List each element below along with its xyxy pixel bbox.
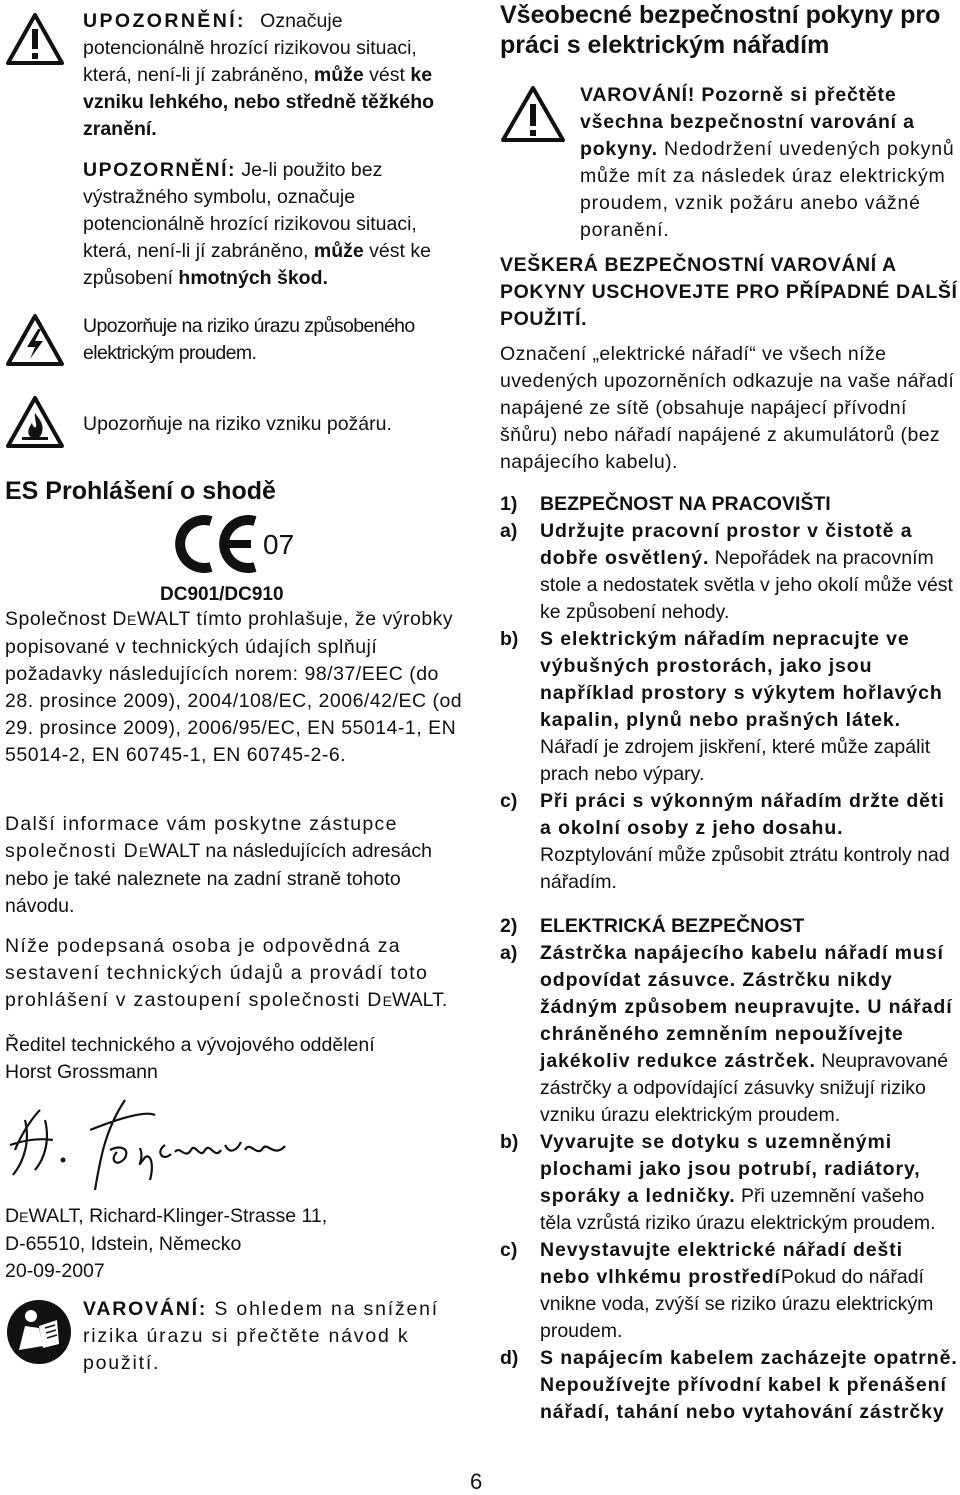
section-heading	[500, 913, 958, 940]
electric-shock-text: Upozorňuje na riziko úrazu způsobeného elektrickým proudem.	[83, 315, 415, 364]
item-explanation: Rozptylování může způsobit ztrátu kontroly nad nářadím.	[540, 844, 950, 893]
director-title: Ředitel technického a vývojového oddělení	[5, 1034, 375, 1056]
address-date: 20-09-2007	[5, 1260, 105, 1282]
safety-section	[500, 913, 958, 1426]
section-number: 2)	[500, 915, 518, 937]
item-explanation: Pokud do nářadí vnikne voda, zvýší se riziko úrazu elektrickým proudem.	[540, 1266, 934, 1342]
section-number: 1)	[500, 493, 518, 515]
page-number: 6	[470, 1469, 483, 1494]
warning-caution-body: Označuje potencionálně hrozící rizikovou situaci, která, není-li jí zabráněno,	[83, 10, 417, 86]
signatory-paragraph: Níže podepsaná osoba je odpovědná za sestavení technických údajů a provádí toto prohlášení v zastoupení společnosti DEWALT.	[5, 935, 448, 1011]
section-item	[500, 1237, 958, 1345]
warning-caution-text: UPOZORNĚNÍ: Označuje potencionálně hrozící rizikovou situaci, která, není-li jí zabráněno, může vést ke vzniku lehkého, nebo středně těžkého zranění.	[83, 10, 435, 140]
warning-triangle-icon	[500, 85, 566, 143]
es-declaration-heading: ES Prohlášení o shodě	[5, 477, 276, 505]
address-block	[5, 1203, 463, 1285]
ce-year: 07	[263, 529, 295, 560]
section-item	[500, 1129, 958, 1237]
read-warnings-text: VAROVÁNÍ! Pozorně si přečtěte všechna bezpečnostní varování a pokyny. Nedodržení uvedených pokynů může mít za následek úraz elektrickým proudem, vznik požáru anebo vážné poranění.	[580, 84, 955, 241]
warning-triangle-icon	[5, 12, 65, 66]
electric-shock-icon	[5, 313, 65, 367]
item-label: c)	[500, 790, 518, 812]
fire-hazard-icon	[5, 395, 65, 449]
model-number: DC901/DC910	[160, 584, 284, 605]
section-title: ELEKTRICKÁ BEZPEČNOST	[540, 915, 805, 937]
item-label: d)	[500, 1347, 519, 1369]
declaration-paragraph: Společnost DEWALT tímto prohlašuje, že výrobky popisované v technických údajích splňují požadavky následujících norem: 98/37/EEC (do 28. prosince 2009), 2004/108/EC, 2006/42/EC (od 29. prosince 2009), 2006/95/EC, EN 55014-1, EN 55014-2, EN 60745-1, EN 60745-2-6.	[5, 608, 463, 766]
fire-hazard-text: Upozorňuje na riziko vzniku požáru.	[83, 413, 392, 435]
signature-image	[5, 1090, 295, 1200]
address-line-1: DEWALT, Richard-Klinger-Strasse 11,	[5, 1205, 328, 1227]
property-damage-text: UPOZORNĚNÍ: Je-li použito bez výstražného symbolu, označuje potencionálně hrozící rizikovou situaci, která, není-li jí zabráněno, může vést ke způsobení hmotných škod.	[83, 159, 431, 289]
section-item	[500, 788, 958, 896]
item-instruction: Při práci s výkonným nářadím držte děti a okolní osoby z jeho dosahu.	[540, 790, 945, 839]
item-explanation: Nářadí je zdrojem jiskření, které může zapálit prach nebo výpary.	[540, 736, 931, 785]
item-label: b)	[500, 628, 519, 650]
property-damage-label: UPOZORNĚNÍ:	[83, 159, 236, 181]
item-instruction: S napájecím kabelem zacházejte opatrně. Nepoužívejte přívodní kabel k přenášení nářadí, tahání nebo vytahování zástrčky	[540, 1347, 958, 1423]
item-label: c)	[500, 1239, 518, 1261]
address-line-2: D-65510, Idstein, Německo	[5, 1233, 242, 1255]
read-manual-icon	[5, 1298, 73, 1366]
section-item	[500, 1345, 958, 1426]
item-explanation: Nepořádek na pracovním stole a nedostatek světla v jeho okolí může vést ke způsobení nehody.	[540, 547, 953, 623]
warning-caution-label: UPOZORNĚNÍ:	[83, 10, 246, 32]
section-item	[500, 940, 958, 1129]
item-instruction: Nevystavujte elektrické nářadí dešti nebo vlhkému prostředí	[540, 1239, 903, 1288]
section-item	[500, 518, 958, 626]
ce-mark-icon	[173, 515, 263, 573]
safety-section	[500, 491, 958, 896]
power-tool-definition: Označení „elektrické nářadí“ ve všech níže uvedených upozorněních odkazuje na vaše nářadí napájené ze sítě (obsahuje napájecí přívodní šňůru) nebo nářadí napájené z akumulátorů (bez napájecího kabelu).	[500, 343, 955, 473]
item-label: a)	[500, 942, 518, 964]
item-label: b)	[500, 1131, 519, 1153]
item-instruction: Udržujte pracovní prostor v čistotě a dobře osvětlený.	[540, 520, 913, 569]
item-instruction: Zástrčka napájecího kabelu nářadí musí odpovídat zásuvce. Zástrčku nikdy žádným způsobem neupravujte. U nářadí chráněného zemněním nepoužívejte jakékoliv redukce zástrček.	[540, 942, 953, 1072]
section-item	[500, 626, 958, 788]
item-explanation: Neupravované zástrčky a odpovídající zásuvky snižují riziko vzniku úrazu elektrickým proudem.	[540, 1050, 949, 1126]
item-instruction: S elektrickým nářadím nepracujte ve výbušných prostorách, jako jsou například prostory s výkytem hořlavých kapalin, plynů nebo prašných látek.	[540, 628, 943, 731]
sections-list	[500, 491, 958, 1426]
director-name: Horst Grossmann	[5, 1061, 158, 1083]
read-manual-text: VAROVÁNÍ: S ohledem na snížení rizika úrazu si přečtěte návod k použití.	[83, 1298, 440, 1374]
item-label: a)	[500, 520, 518, 542]
section-title: BEZPEČNOST NA PRACOVIŠTI	[540, 493, 831, 515]
safety-heading: Všeobecné bezpečnostní pokyny pro práci s elektrickým nářadím	[500, 1, 941, 59]
keep-instructions: VEŠKERÁ BEZPEČNOSTNÍ VAROVÁNÍ A POKYNY USCHOVEJTE PRO PŘÍPADNÉ DALŠÍ POUŽITÍ.	[500, 254, 958, 330]
item-instruction: Vyvarujte se dotyku s uzemněnými plochami jako jsou potrubí, radiátory, sporáky a ledničky.	[540, 1131, 921, 1207]
item-explanation: Při uzemnění vašeho těla vzrůstá riziko úrazu elektrickým proudem.	[540, 1185, 936, 1234]
info-paragraph: Další informace vám poskytne zástupce společnosti DEWALT na následujících adresách nebo je také naleznete na zadní straně tohoto návodu.	[5, 813, 432, 917]
section-heading	[500, 491, 958, 518]
ce-mark	[173, 515, 313, 573]
